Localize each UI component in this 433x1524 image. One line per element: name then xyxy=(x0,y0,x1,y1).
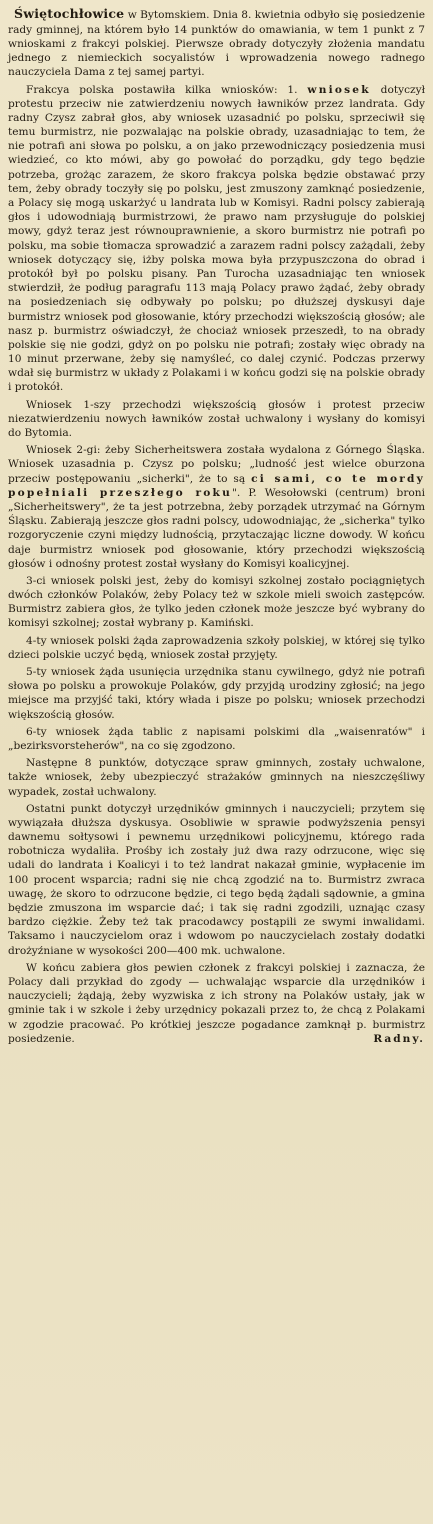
article-paragraph xyxy=(8,6,425,80)
paragraph-text: 6-ty wniosek żąda tablic z napisami polskimi dla „waisenratów" i „bezirksvorsteherów", na co się zgodzono. xyxy=(8,725,425,752)
paragraph-text: 4-ty wniosek polski żąda zaprowadzenia szkoły polskiej, w której się tylko dzieci polskie uczyć będą, wniosek został przyjęty. xyxy=(8,634,425,661)
paragraph-text: Następne 8 punktów, dotyczące spraw gminnych, zostały uchwalone, także wniosek, żeby ubezpieczyć strażaków gminnych na nieszczęśliwy wypadek, został uchwalony. xyxy=(8,757,425,798)
article-paragraph xyxy=(8,961,425,1046)
paragraph-text: w Bytomskiem. Dnia 8. kwietnia odbyło się posiedzenie rady gminnej, na którem było 14 punktów do omawiania, w tem 1 punkt z 7 wnioskami z frakcyi polskiej. Pierwsze obrady dotyczyły złożenia mandatu jednego z niemieckich socyalistów i wprowadzenia nowego radnego nauczyciela Dama z tej samej partyi. xyxy=(8,9,425,79)
article-body xyxy=(8,6,425,1046)
paragraph-text: Frakcya polska postawiła kilka wniosków: 1. xyxy=(26,83,308,96)
dateline: Świętochłowice xyxy=(14,6,125,21)
article-paragraph xyxy=(8,398,425,441)
paragraph-text: ". P. Wesołowski (centrum) broni „Sicherheitswery", że ta jest potrzebna, żeby porządek utrzymać na Górnym Śląsku. Zabierają jeszcze głos radni polscy, udowodniając, że „sicherka" tylko rozgoryczenie czyni między ludnością, przytaczając liczne dowody. W końcu daje burmistrz wniosek pod głosowanie, który przechodzi większością głosów i odnośny protest został wysłany do Komisyi koalicyjnej. xyxy=(8,486,425,570)
paragraph-text: 3-ci wniosek polski jest, żeby do komisyi szkolnej zostało pociągniętych dwóch członków Polaków, żeby Polacy też w szkole mieli swoich zastępców. Burmistrz zabiera głos, że tylko jeden członek może jeszcze być wybrany do komisyi szkolnej; został wybrany p. Kamiński. xyxy=(8,574,425,630)
signature: Radny. xyxy=(373,1032,425,1045)
article-paragraph xyxy=(8,756,425,799)
article-paragraph xyxy=(8,574,425,631)
paragraph-text: dotyczył protestu przeciw nie zatwierdzeniu nowych ławników przez landrata. Gdy radny Czysz zabrał głos, aby wniosek uzasadnić po polsku, sprzeciwił się temu burmistrz, nie pozwalając na polskie obrady, uzasadniając to tem, że nie potrafi ani słowa po polsku, a on jako przewodniczący posiedzenia musi wiedzieć, co kto mówi, aby go powołać do porządku, gdy tego będzie potrzeba, grożąc zarazem, że skoro frakcya polska będzie obstawać przy tem, żeby obrady toczyły się po polsku, jest zmuszony zamknąć posiedzenie, a Polacy się mogą uskarżyć u landrata lub w Komisyi. Radni polscy zabierają głos i udowodniają burmistrzowi, że prawo nam przysługuje do polskiej mowy, gdyż teraz jest równouprawnienie, a skoro burmistrz nie potrafi po polsku, ma sobie tłomacza sprowadzić a zarazem radni polscy zażądali, żeby wniosek dotyczący się, iżby polska mowa była przypuszczona do obrad i protokół był po polsku pisany. Pan Turocha uzasadniając ten wniosek stwierdził, że podług paragrafu 113 mają Polacy prawo żądać, żeby obrady na posiedzeniach się odbywały po polsku; po dłuższej dyskusyi daje burmistrz wniosek pod głosowanie, który przechodzi większością głosów; ale nasz p. burmistrz oświadczył, że chociaż wniosek przeszedł, to na obrady polskie się nie godzi, gdyż on po polsku nie potrafi; zostały więc obrady na 10 minut przerwane, żeby się namyśleć, co dalej czynić. Podczas przerwy wdał się burmistrz w układy z Polakami i w końcu godzi się na polskie obrady i protokół. xyxy=(8,83,426,394)
article-paragraph xyxy=(8,634,425,662)
article-paragraph xyxy=(8,443,425,571)
emphasis-spaced: ci sami, co te mordy popełniali przeszłego roku xyxy=(8,472,425,499)
paragraph-text: Ostatni punkt dotyczył urzędników gminnych i nauczycieli; przytem się wywiązała dłuższa dyskusya. Osobliwie w sprawie podwyższenia pensyi dawnemu sołtysowi i pewnemu urzędnikowi policyjnemu, którego rada robotnicza wydaliła. Prośby ich zostały już dwa razy odrzucone, więc się udali do landrata i Koalicyi i to też landrat nakazał gminie, wypłacenie im 100 procent wsparcia; radni się nie chcą zgodzić na to. Burmistrz zwraca uwagę, że skoro to odrzucone będzie, ci tego będą żądali sądownie, a gmina będzie zmuszona im wsparcie dać; i tak się radni zgodzili, uznając czasy bardzo ciężkie. Żeby też tak pracodawcy postąpili ze swymi inwalidami. Taksamo i nauczycielom oraz i wdowom po nauczycielach zostały dodatki drożyźniane w wysokości 200—400 mk. uchwalone. xyxy=(8,802,425,957)
article-paragraph xyxy=(8,665,425,722)
paragraph-text: 5-ty wniosek żąda usunięcia urzędnika stanu cywilnego, gdyż nie potrafi słowa po polsku a prowokuje Polaków, gdy przyjdą urodziny zgłosić; na jego miejsce ma przyjść taki, który włada i pisze po polsku; wniosek przechodzi większością głosów. xyxy=(8,666,425,721)
paragraph-text: Wniosek 2-gi: żeby Sicherheitswera została wydalona z Górnego Śląska. Wniosek uzasadnia p. Czysz po polsku; „ludność jest wielce oburzona przeciw postępowaniu „sicherki", że to są xyxy=(8,444,425,485)
paragraph-text: W końcu zabiera głos pewien członek z frakcyi polskiej i zaznacza, że Polacy dali przykład do zgody — uchwalając wsparcie dla urzędników i nauczycieli; żądają, żeby wyzwiska z ich strony na Polaków ustały, jak w gminie tak i w szkole i żeby urzędnicy pokazali przez to, że chcą z Polakami w zgodzie pracować. Po krótkiej jeszcze pogadance zamknął p. burmistrz posiedzenie. xyxy=(8,961,425,1045)
article-paragraph xyxy=(8,802,425,958)
paragraph-text: Wniosek 1-szy przechodzi większością głosów i protest przeciw niezatwierdzeniu nowych ławników został uchwalony i wysłany do komisyi do Bytomia. xyxy=(8,398,425,439)
article-paragraph xyxy=(8,725,425,753)
article-paragraph xyxy=(8,83,425,395)
emphasis-spaced: wniosek xyxy=(307,83,371,96)
